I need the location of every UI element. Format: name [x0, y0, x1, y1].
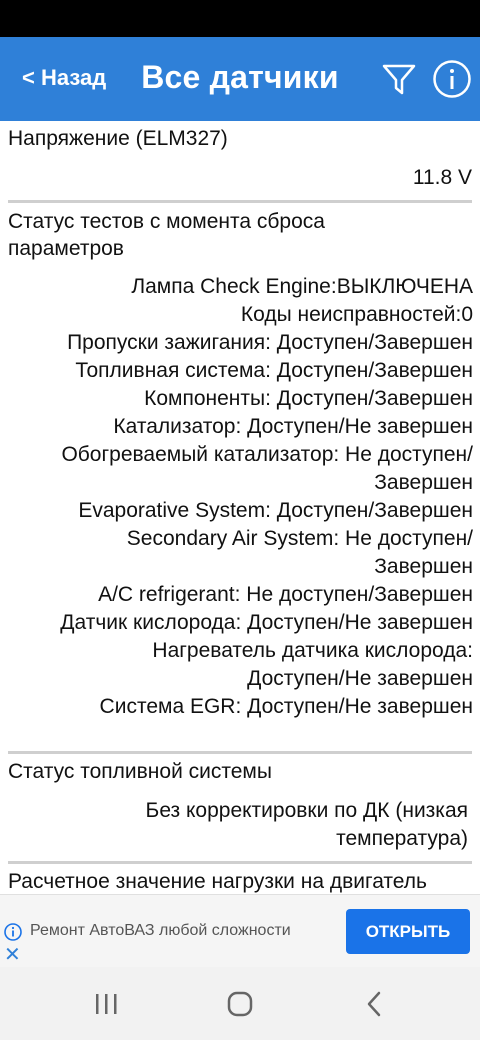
system-status-bar [0, 0, 480, 37]
status-line: Evaporative System: Доступен/Завершен [78, 499, 473, 522]
tests-status-title: Статус тестов с момента сброса параметров [8, 210, 325, 260]
status-line: Доступен/Не завершен [247, 667, 473, 690]
ad-info-icon[interactable] [4, 923, 22, 941]
status-line: Завершен [374, 471, 473, 494]
fuel-status-title: Статус топливной системы [8, 760, 272, 783]
status-line: Завершен [374, 555, 473, 578]
voltage-title: Напряжение (ELM327) [8, 127, 228, 150]
home-icon[interactable] [220, 989, 260, 1019]
app-header [0, 37, 480, 121]
status-line: Пропуски зажигания: Доступен/Завершен [67, 331, 473, 354]
sensor-list[interactable] [0, 121, 480, 894]
status-line: Коды неисправностей:0 [240, 303, 473, 326]
status-line: Нагреватель датчика кислорода: [152, 639, 473, 662]
divider [8, 200, 472, 203]
voltage-value: 11.8 V [412, 166, 472, 189]
back-button[interactable]: < Назад [22, 65, 107, 90]
fuel-status-value: Без корректировки по ДК (низкая температура) [145, 799, 468, 850]
system-nav-bar [0, 967, 480, 1040]
status-line: Secondary Air System: Не доступен/ [126, 527, 473, 550]
status-line: Лампа Check Engine:ВЫКЛЮЧЕНА [131, 275, 473, 298]
status-line: Система EGR: Доступен/Не завершен [99, 695, 473, 718]
page-title: Все датчики [141, 59, 339, 95]
info-icon[interactable] [432, 59, 472, 99]
status-line: Катализатор: Доступен/Не завершен [113, 415, 473, 438]
divider [8, 751, 472, 754]
status-line: Обогреваемый катализатор: Не доступен/ [61, 443, 473, 466]
status-line: Топливная система: Доступен/Завершен [75, 359, 473, 382]
close-icon[interactable]: ✕ [4, 944, 21, 966]
ad-text[interactable]: Ремонт АвтоВАЗ любой сложности [30, 922, 291, 939]
status-line: A/C refrigerant: Не доступен/Завершен [98, 583, 473, 606]
ad-open-button[interactable]: ОТКРЫТЬ [346, 909, 470, 954]
tests-status-values [3, 273, 473, 721]
recents-icon[interactable] [86, 989, 126, 1019]
back-icon[interactable] [355, 989, 395, 1019]
divider [8, 861, 472, 864]
engine-load-title: Расчетное значение нагрузки на двигатель [8, 870, 427, 893]
filter-icon[interactable] [379, 59, 419, 99]
status-line: Датчик кислорода: Доступен/Не завершен [60, 611, 473, 634]
status-line: Компоненты: Доступен/Завершен [144, 387, 473, 410]
ad-banner[interactable] [0, 894, 480, 967]
